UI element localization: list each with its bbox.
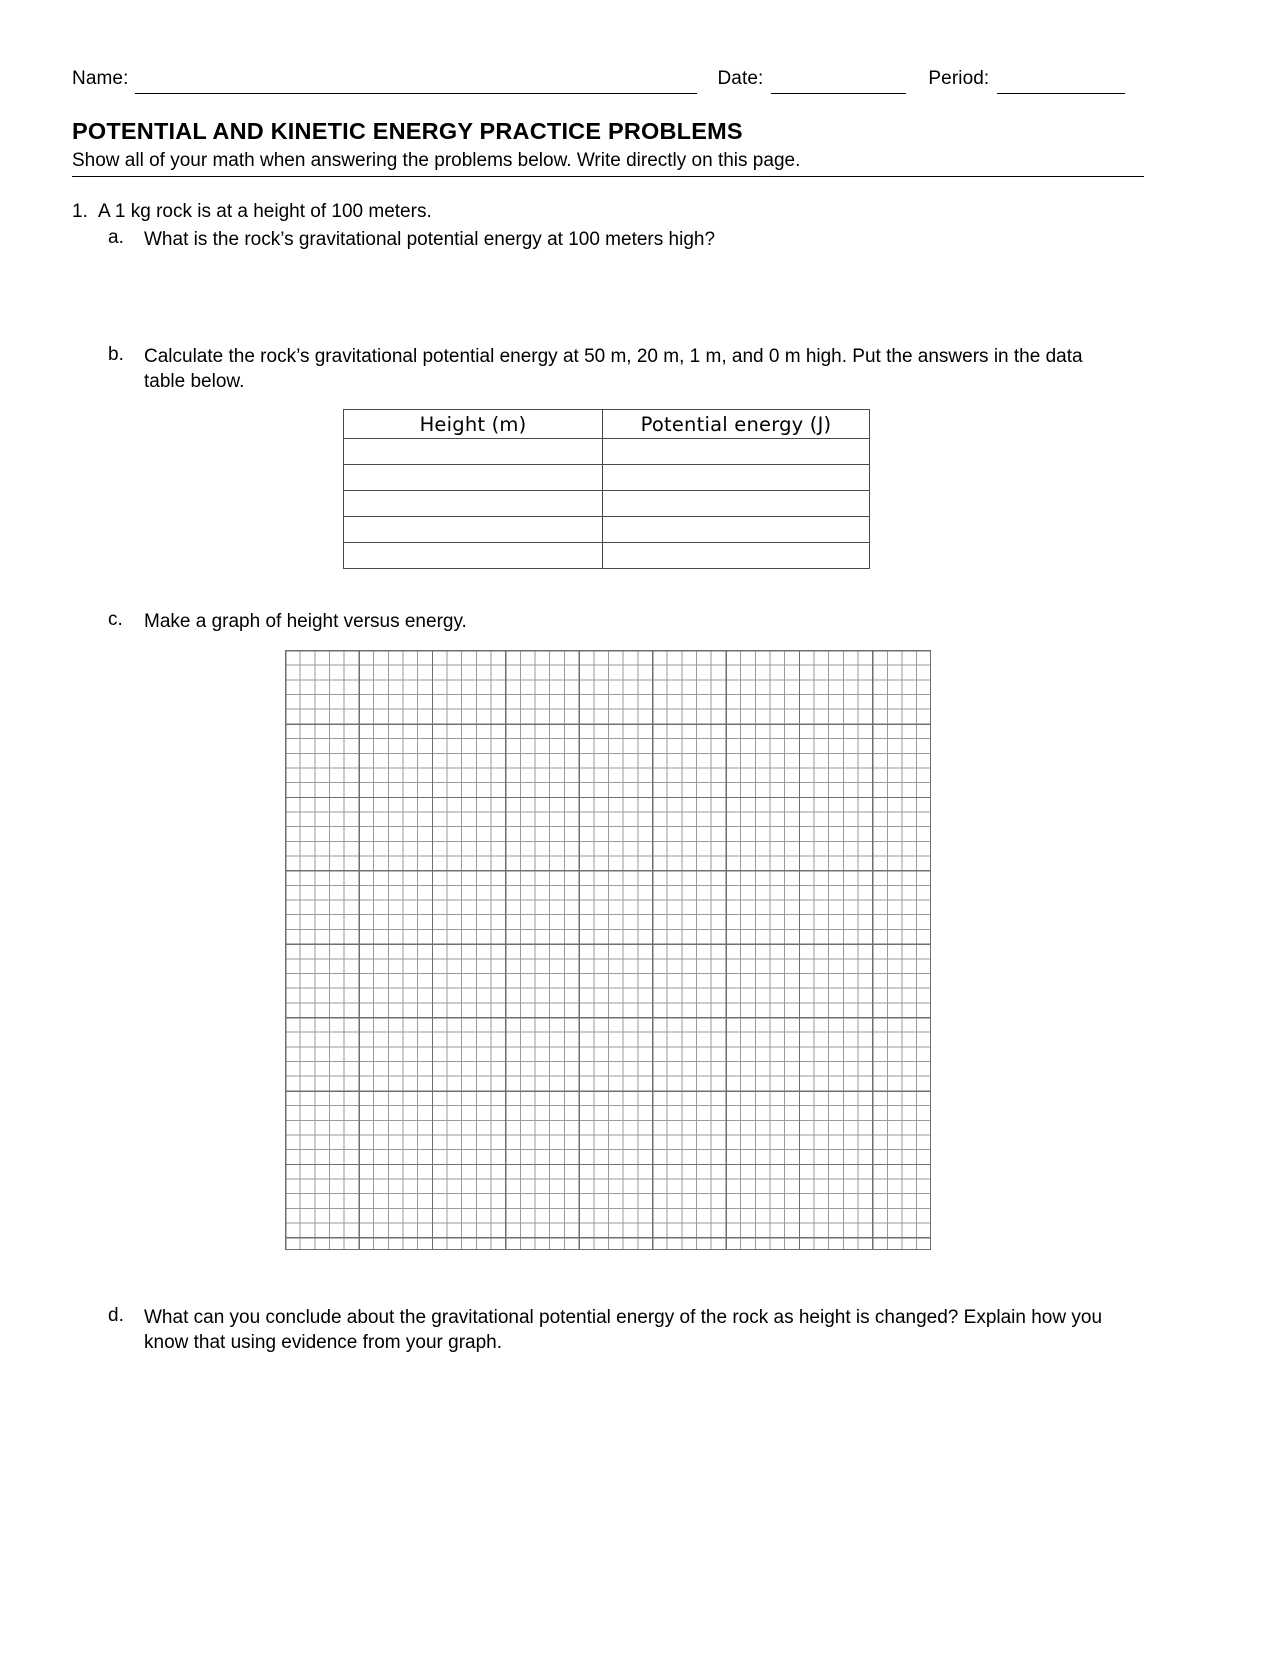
date-blank-field[interactable] (771, 92, 906, 94)
cell-height[interactable] (344, 465, 603, 491)
problem-1-stem (72, 201, 432, 223)
part-b-text: Calculate the rock’s gravitational potential energy at 50 m, 20 m, 1 m, and 0 m high. Put the answers in the data table below. (144, 346, 1083, 393)
period-blank-field[interactable] (997, 92, 1125, 94)
page-subtitle: Show all of your math when answering the problems below. Write directly on this page. (72, 150, 801, 171)
graph-paper-area[interactable] (285, 650, 931, 1250)
header-divider (72, 176, 1144, 177)
column-header-height: Height (m) (344, 410, 603, 439)
student-info-line (72, 68, 1152, 98)
graph-grid (285, 650, 931, 1250)
part-d-text: What can you conclude about the gravitational potential energy of the rock as height is changed? Explain how you know that using evidence from your graph. (144, 1307, 1103, 1354)
part-d-marker: d. (108, 1305, 124, 1326)
cell-energy[interactable] (603, 465, 870, 491)
cell-energy[interactable] (603, 491, 870, 517)
part-b-marker: b. (108, 344, 124, 365)
part-a-marker: a. (108, 227, 124, 248)
date-label: Date: (717, 68, 764, 89)
period-label: Period: (928, 68, 990, 89)
part-c-text: Make a graph of height versus energy. (144, 611, 467, 632)
table-row (344, 517, 870, 543)
page-title: POTENTIAL AND KINETIC ENERGY PRACTICE PROBLEMS (72, 118, 743, 144)
cell-height[interactable] (344, 491, 603, 517)
cell-height[interactable] (344, 439, 603, 465)
table-row (344, 543, 870, 569)
height-energy-data-table (343, 409, 870, 569)
column-header-potential-energy: Potential energy (J) (603, 410, 870, 439)
problem-1-part-a (108, 227, 1008, 252)
cell-height[interactable] (344, 517, 603, 543)
problem-1-part-c (108, 609, 808, 634)
name-blank-field[interactable] (135, 92, 697, 94)
cell-energy[interactable] (603, 439, 870, 465)
table-row (344, 491, 870, 517)
part-a-text: What is the rock’s gravitational potential energy at 100 meters high? (144, 229, 716, 250)
problem-1-part-d (108, 1305, 1148, 1356)
cell-height[interactable] (344, 543, 603, 569)
table-header-row (344, 410, 870, 439)
part-c-marker: c. (108, 609, 123, 630)
table-row (344, 465, 870, 491)
name-label: Name: (72, 68, 129, 89)
table-row (344, 439, 870, 465)
problem-1-part-b (108, 344, 1098, 395)
cell-energy[interactable] (603, 517, 870, 543)
problem-1-number: 1. (72, 201, 88, 222)
cell-energy[interactable] (603, 543, 870, 569)
problem-1-text: A 1 kg rock is at a height of 100 meters. (98, 201, 432, 222)
